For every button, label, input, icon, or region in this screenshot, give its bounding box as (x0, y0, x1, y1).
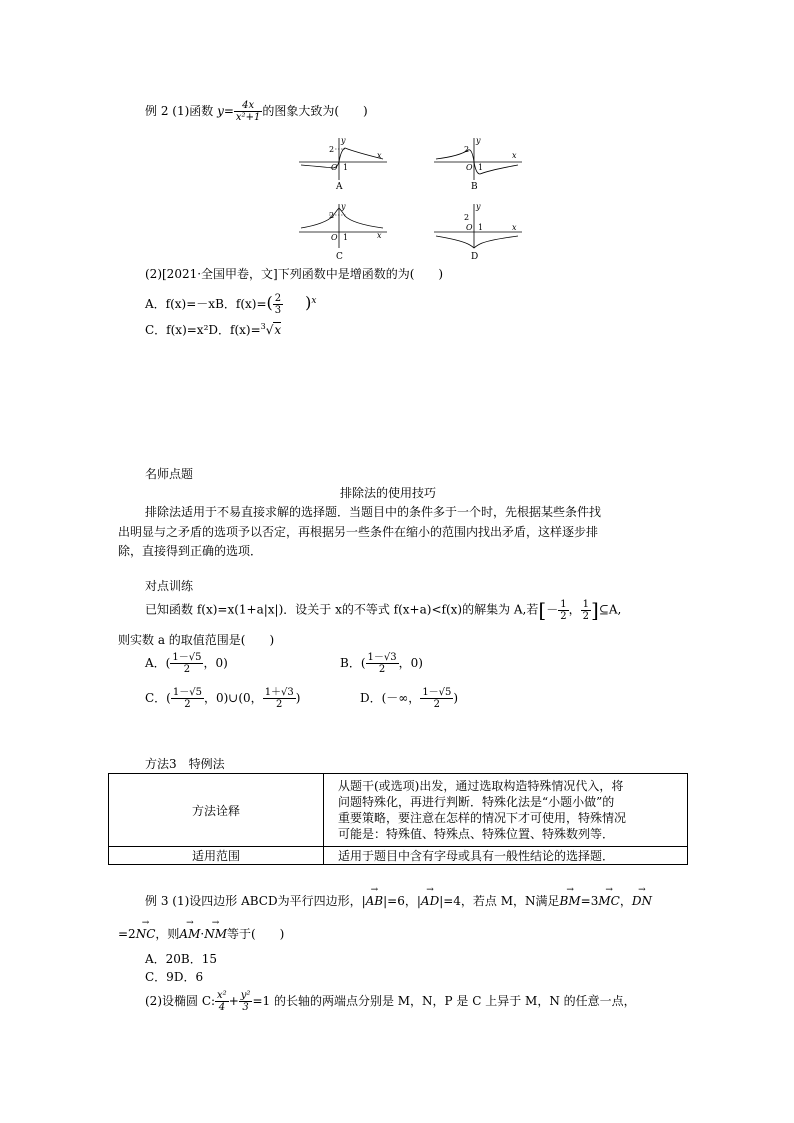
ex2-opt-b-exp: x (311, 296, 317, 306)
training-opt-d-tail: ) (453, 691, 459, 705)
ex3-l2b: ，则 (155, 927, 180, 941)
training-opt-b (340, 652, 423, 675)
graph-c-one: 1 (343, 233, 349, 242)
graph-a-label: A (336, 182, 343, 192)
ellipse-den2: 3 (242, 1002, 249, 1013)
vec-nc: → NC (136, 927, 156, 941)
ex3-line-2 (118, 925, 284, 942)
training-line-1a: 已知函数 f(x)=x(1+a|x|)．设关于 x的不等式 f(x+a)<f(x)的解集为 A,若 (145, 602, 539, 617)
training-line-1: 已知函数 f(x)=x(1+a|x|)．设关于 x的不等式 f(x+a)<f(x)的解集为 A,若[－ $\frac{1}{2}$ ， $\frac{1}{2}$ ]⊆A, (145, 598, 622, 622)
graph-a-two: 2 (329, 145, 335, 154)
tip-line-3: 除，直接得到正确的选项． (118, 544, 263, 558)
ex3-l2c: 等于( ) (226, 927, 285, 941)
graph-a-origin: O (331, 163, 338, 172)
method-row1-line-3: 重要策略，要注意在怎样的情况下才可使用，特殊情况 (338, 811, 627, 825)
tip-title: 排除法的使用技巧 (340, 486, 437, 500)
ex2-options-ab: A．f(x)=－xB．f(x)=( $\frac{2}{3}$ )$^x$ (145, 293, 317, 316)
graph-b-origin: O (466, 163, 473, 172)
training-il-num: 1 (560, 598, 567, 610)
method-heading: 方法3 特例法 (145, 757, 225, 771)
graph-c-curve (301, 208, 383, 228)
ex2-suffix: 的图象大致为( ) (262, 104, 368, 118)
graph-c-x-label: x (377, 231, 382, 240)
graph-d-label: D (471, 252, 479, 262)
ex2-opt-d: D．f(x)= (208, 323, 261, 337)
ex3-l1e: ， (619, 894, 632, 908)
ex2-prefix: 例 2 (1)函数 (145, 104, 218, 118)
training-opt-c-num1: 1－√5 (172, 687, 202, 698)
ex2-opt-b-den: 3 (274, 305, 282, 316)
vec-mc: → MC (598, 894, 619, 908)
method-table (108, 773, 688, 865)
graph-d (430, 200, 530, 262)
ex3-dot: · (200, 927, 205, 941)
graph-b-one: 1 (478, 163, 484, 172)
method-row1-label: 方法诠释 (109, 774, 324, 847)
training-opt-b-num: 1－√3 (367, 652, 397, 663)
vec-ab: → AB (366, 894, 383, 908)
ex3-l1d: =3 (580, 894, 599, 908)
graph-a-curve (301, 148, 383, 168)
ex2-opt-b-num: 2 (274, 293, 282, 304)
tip-line-1: 排除法适用于不易直接求解的选择题．当题目中的条件多于一个时，先根据某些条件找 (145, 505, 602, 519)
method-row1-line-4: 可能是：特殊值、特殊点、特殊位置、特殊数列等． (338, 827, 615, 841)
training-opt-c-num2: 1＋√3 (264, 687, 294, 698)
tip-heading: 名师点题 (145, 467, 194, 481)
training-opt-a-num: 1－√5 (172, 652, 202, 663)
training-line-2: 则实数 a 的取值范围是( ) (118, 633, 275, 647)
ex2-num: 4x (234, 100, 262, 112)
graph-d-origin: O (466, 223, 473, 232)
vec-dn: → DN (632, 894, 652, 908)
graph-b (430, 134, 530, 192)
graph-d-curve (436, 236, 518, 248)
ex2-opt-a: A．f(x)=－x (145, 297, 216, 311)
training-ir-num: 1 (582, 598, 589, 610)
ex2-opt-c: C．f(x)=x² (145, 323, 209, 337)
method-row-1 (109, 774, 688, 847)
ex3-part2 (145, 990, 636, 1013)
vec-am: → AM (179, 927, 200, 941)
ex2-opt-b: B．f(x)= (215, 297, 267, 311)
graph-c-label: C (336, 252, 343, 262)
graph-c-origin: O (331, 233, 338, 242)
ellipse-num1: x² (217, 990, 227, 1001)
ex3-p2a: (2)设椭圆 C: (145, 994, 216, 1008)
ex3-line-1 (145, 892, 652, 909)
ellipse-plus: + (228, 994, 239, 1008)
training-ir-den: 2 (582, 610, 589, 622)
training-opt-d (360, 687, 458, 710)
training-opt-d-num: 1－√5 (422, 687, 452, 698)
ex2-fraction (234, 100, 262, 123)
training-opt-c-mid: ，0)∪(0， (203, 691, 263, 705)
training-opt-b-tail: ，0) (398, 656, 423, 670)
ex2-options-cd: C．f(x)=x²D．f(x)=$^3$√x (145, 322, 282, 337)
method-row-2 (109, 847, 688, 865)
training-line-1b: ⊆A, (598, 602, 622, 617)
training-il-den: 2 (560, 610, 567, 622)
graph-a (295, 134, 395, 192)
ex3-l1b: |=6，| (383, 894, 421, 908)
training-opt-a-tail: ，0) (203, 656, 228, 670)
graph-c-y-label: y (341, 202, 346, 211)
ex3-l1a: 例 3 (1)设四边形 ABCD为平行四边形，| (145, 894, 366, 908)
graph-a-y-label: y (341, 136, 346, 145)
graph-a-x-label: x (377, 151, 382, 160)
graph-c (295, 200, 395, 262)
graph-b-two: 2 (464, 145, 470, 154)
method-row1-line-2: 问题特殊化，再进行判断．特殊化法是“小题小做”的 (338, 795, 615, 809)
graph-c-two: 2 (329, 211, 335, 220)
ex3-l1c: |=4，若点 M，N满足 (439, 894, 560, 908)
ex2-y: y (217, 104, 224, 118)
graph-b-x-label: x (512, 151, 517, 160)
training-opt-a (145, 652, 228, 675)
ex2-den: x²+1 (235, 112, 261, 123)
training-opt-b-den: 2 (378, 664, 386, 675)
graph-b-y-label: y (476, 136, 481, 145)
ex2-opt-d-x: x (274, 323, 282, 337)
graph-b-label: B (471, 182, 478, 192)
ex3-opt-ab: A．20B．15 (145, 952, 218, 966)
training-opt-d-den: 2 (433, 699, 441, 710)
graph-a-one: 1 (343, 163, 349, 172)
training-opt-c-tail: ) (295, 691, 301, 705)
method-row1-line-1: 从题干(或选项)出发，通过选取构造特殊情况代入，将 (338, 779, 624, 793)
training-opt-c (145, 687, 300, 710)
graph-d-two: 2 (464, 213, 470, 222)
training-opt-d-label: D．(－∞， (360, 691, 421, 705)
training-heading: 对点训练 (145, 579, 194, 593)
ex3-opt-cd: C．9D．6 (145, 970, 204, 984)
method-row2-label: 适用范围 (109, 847, 324, 865)
vec-bm: → BM (560, 894, 581, 908)
graph-d-one: 1 (478, 223, 484, 232)
training-opt-b-label: B．( (340, 656, 366, 670)
training-opt-c-den2: 2 (276, 699, 283, 710)
graph-d-x-label: x (512, 223, 517, 232)
vec-nm: → NM (204, 927, 227, 941)
ex2-part2: (2)[2021·全国甲卷，文]下列函数中是增函数的为( ) (145, 267, 444, 281)
ex3-p2b: =1 的长轴的两端点分别是 M，N，P 是 C 上异于 M，N 的任意一点， (252, 994, 636, 1008)
tip-line-2: 出明显与之矛盾的选项予以否定，再根据另一些条件在缩小的范围内找出矛盾，这样逐步排 (118, 525, 599, 539)
vec-ad: → AD (421, 894, 439, 908)
ex3-l2a: =2 (118, 927, 136, 941)
ex2-eq: = (223, 104, 234, 118)
ellipse-num2: y² (240, 990, 251, 1001)
ellipse-den1: 4 (218, 1002, 226, 1013)
training-opt-c-label: C．( (145, 691, 171, 705)
ex2-opt-d-root: 3 (260, 322, 266, 331)
training-opt-a-label: A．( (145, 656, 171, 670)
graph-d-y-label: y (476, 202, 481, 211)
method-row2-text: 适用于题目中含有字母或具有一般性结论的选择题． (324, 847, 688, 865)
training-opt-c-den1: 2 (184, 699, 191, 710)
training-opt-a-den: 2 (183, 664, 191, 675)
ex2-question (145, 100, 368, 123)
method-row1-text (324, 774, 688, 847)
